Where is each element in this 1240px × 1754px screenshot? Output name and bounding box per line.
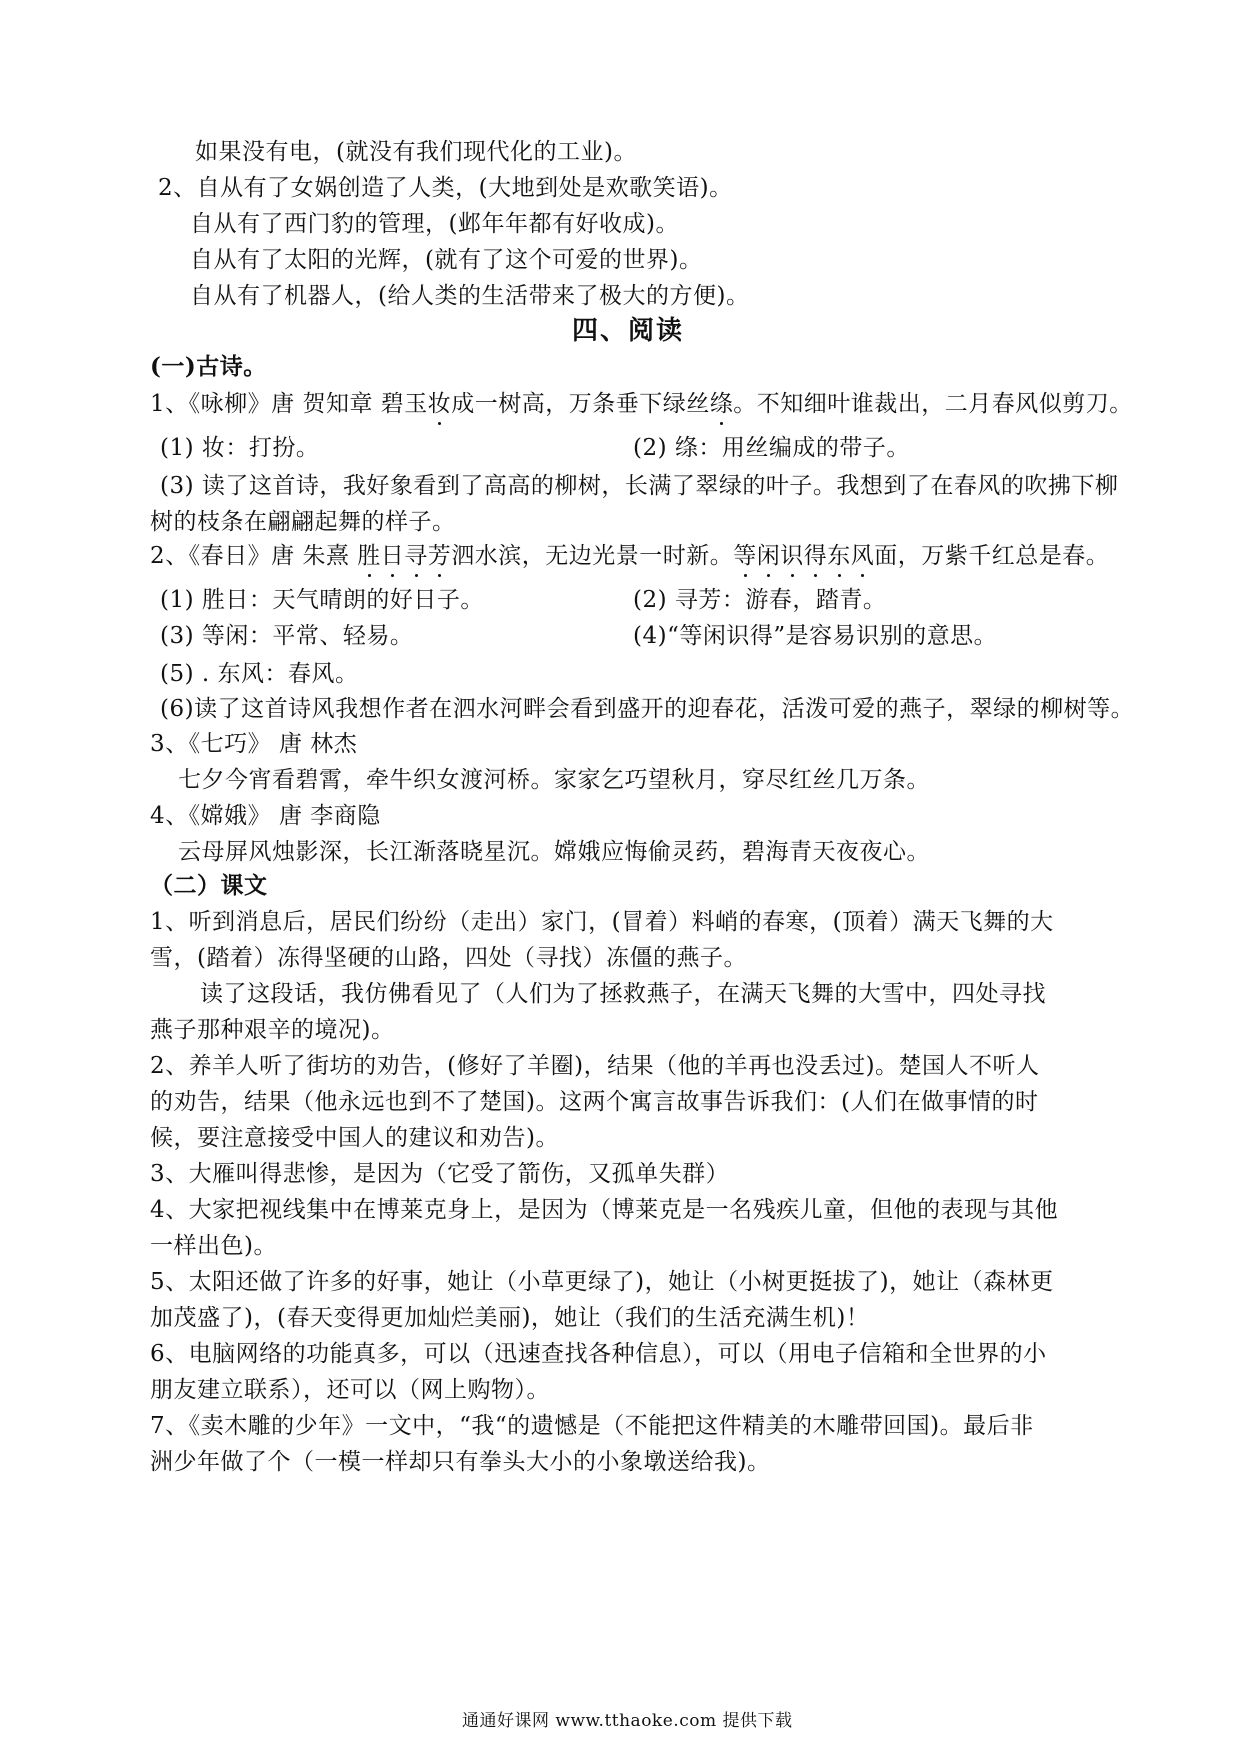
subsection-heading-poems: (一)古诗。 [150,353,267,380]
text-item-2c: 候，要注意接受中国人的建议和劝告)。 [150,1125,559,1151]
poem-3-heading: 3、《七巧》 唐 林杰 [150,731,358,757]
emphasis-char: 风 [850,543,875,569]
poem-1-note-1: (1) 妆：打扮。 [160,435,320,461]
emphasis-char: 妆 [427,391,452,417]
emphasis-char: 等 [733,543,757,569]
answer-line-4: 自从有了太阳的光辉，(就有了这个可爱的世界)。 [190,247,703,273]
emphasis-char: 东 [827,543,851,569]
emphasis-char: 日 [380,543,405,569]
section-title: 四、阅读 [572,316,685,346]
text-item-6b: 朋友建立联系），还可以（网上购物）。 [150,1377,550,1403]
poem-2-part-2: 面，万紫千红总是春。 [874,543,1110,569]
poem-1-tail: 。不知细叶谁裁出，二月春风似剪刀。 [733,391,1133,417]
emphasis-char: 绦 [709,391,734,417]
poem-2-note-5: (5) . 东风：春风。 [160,661,359,687]
answer-line-5: 自从有了机器人，(给人类的生活带来了极大的方便)。 [190,283,750,309]
poem-2-head: 2、《春日》唐 朱熹 [150,543,358,569]
text-item-5b: 加茂盛了)，(春天变得更加灿烂美丽)，她让（我们的生活充满生机)！ [150,1305,870,1331]
answer-line-1: 如果没有电，(就没有我们现代化的工业)。 [195,139,637,165]
poem-1-head: 1、《咏柳》唐 贺知章 碧玉 [150,391,428,417]
text-item-1b: 雪，(踏着）冻得坚硬的山路，四处（寻找）冻僵的燕子。 [150,945,747,971]
text-item-2a: 2、养羊人听了街坊的劝告，(修好了羊圈)，结果（他的羊再也没丢过)。楚国人不听人 [150,1053,1040,1079]
poem-2-part-1: 泗水滨，无边光景一时新。 [451,543,734,569]
text-item-1c: 读了这段话，我仿佛看见了（人们为了拯救燕子，在满天飞舞的大雪中，四处寻找 [200,981,1046,1007]
answer-line-2: 2、自从有了女娲创造了人类，(大地到处是欢歌笑语)。 [158,175,733,201]
poem-2-note-1: (1) 胜日：天气晴朗的好日子。 [160,587,484,613]
poem-4-heading: 4、《嫦娥》 唐 李商隐 [150,803,381,829]
text-item-3: 3、大雁叫得悲惨，是因为（它受了箭伤，又孤单失群） [150,1161,730,1187]
poem-1-mid: 成一树高，万条垂下绿丝 [451,391,710,417]
subsection-heading-text: （二）课文 [150,872,268,899]
text-item-1d: 燕子那种艰辛的境况)。 [150,1017,395,1043]
poem-1-line [150,389,1133,419]
poem-1-note-3b: 树的枝条在翩翩起舞的样子。 [150,509,456,535]
text-item-4b: 一样出色)。 [150,1233,277,1259]
poem-2-note-3: (3) 等闲：平常、轻易。 [160,623,414,649]
emphasis-char: 芳 [427,543,452,569]
poem-3-body: 七夕今宵看碧霄，牵牛织女渡河桥。家家乞巧望秋月，穿尽红丝几万条。 [178,767,930,793]
emphasis-char: 胜 [357,543,381,569]
emphasis-char: 闲 [756,543,781,569]
text-item-1a: 1、听到消息后，居民们纷纷（走出）家门，(冒着）料峭的春寒，(顶着）满天飞舞的大 [150,909,1054,935]
emphasis-char: 得 [803,543,828,569]
text-item-4a: 4、大家把视线集中在博莱克身上，是因为（博莱克是一名残疾儿童，但他的表现与其他 [150,1197,1059,1223]
emphasis-char: 识 [780,543,804,569]
text-item-7a: 7、《卖木雕的少年》一文中，“我“的遗憾是（不能把这件精美的木雕带回国)。最后非 [150,1413,1034,1439]
text-item-6a: 6、电脑网络的功能真多，可以（迅速查找各种信息），可以（用电子信箱和全世界的小 [150,1341,1047,1367]
text-item-5a: 5、太阳还做了许多的好事，她让（小草更绿了)，她让（小树更挺拔了)，她让（森林更 [150,1269,1054,1295]
poem-2-line [150,541,1109,571]
text-item-2b: 的劝告，结果（他永远也到不了楚国)。这两个寓言故事告诉我们：(人们在做事情的时 [150,1089,1039,1115]
text-item-7b: 洲少年做了个（一模一样却只有拳头大小的小象墩送给我)。 [150,1449,771,1475]
poem-2-note-4: (4)“等闲识得”是容易识别的意思。 [633,623,998,649]
answer-line-3: 自从有了西门豹的管理，(邺年年都有好收成)。 [190,211,679,237]
page-footer: 通通好课网 www.tthaoke.com 提供下载 [462,1711,793,1731]
poem-4-body: 云母屏风烛影深，长江渐落晓星沉。嫦娥应悔偷灵药，碧海青天夜夜心。 [178,839,930,865]
poem-1-note-2: (2) 绦：用丝编成的带子。 [633,435,910,461]
poem-2-note-2: (2) 寻芳：游春，踏青。 [633,587,887,613]
poem-2-note-6: (6)读了这首诗风我想作者在泗水河畔会看到盛开的迎春花，活泼可爱的燕子，翠绿的柳树等。 [160,696,1135,722]
poem-1-note-3a: (3) 读了这首诗，我好象看到了高高的柳树，长满了翠绿的叶子。我想到了在春风的吹拂下柳 [160,473,1119,499]
emphasis-char: 寻 [404,543,428,569]
